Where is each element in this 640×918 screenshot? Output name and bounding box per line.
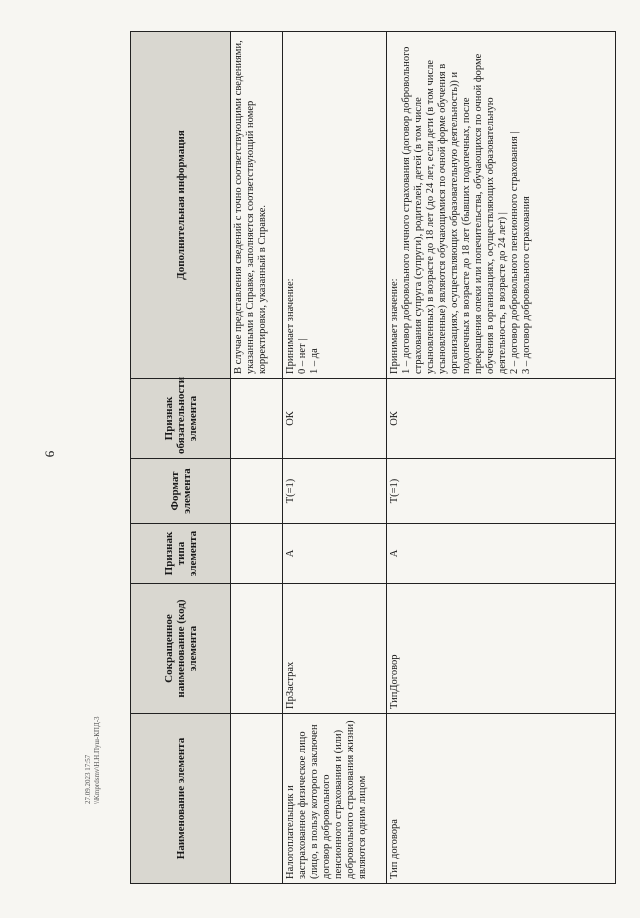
elements-table xyxy=(130,31,616,884)
header-element-name: Наименование элемента xyxy=(131,714,231,884)
footer-timestamp: 27.09.2023 17:57 xyxy=(84,754,92,804)
header-element-format: Формат элемента xyxy=(131,459,231,524)
rotated-page xyxy=(130,32,616,884)
table-header-row xyxy=(131,32,231,884)
cell-type: А xyxy=(283,524,387,584)
table-row xyxy=(283,32,387,884)
cell-type xyxy=(231,524,283,584)
header-element-code: Сокращенное наименование (код) элемента xyxy=(131,584,231,714)
cell-format: T(=1) xyxy=(387,459,616,524)
cell-type: А xyxy=(387,524,616,584)
table-row xyxy=(387,32,616,884)
cell-code: ТипДоговор xyxy=(387,584,616,714)
print-footer xyxy=(84,716,102,804)
cell-name: Тип договора xyxy=(387,714,616,884)
header-element-type: Признак типа элемента xyxy=(131,524,231,584)
footer-path: \\Kmprdsmv\Н.Н.Пуш-КПД-3 xyxy=(93,716,101,804)
cell-name: Налогоплательщик и застрахованное физическое лицо (лицо, в пользу которого заключен договор добровольного пенсионного страхования и (или) добровольного страхования жизни) являются одним лицом xyxy=(283,714,387,884)
info-line: 1 – договор добровольного личного страхования (договор добровольного страхования супруга (супруги), родителей, детей (в том числе усыновленных) в возрасте до 18 лет (до 24 лет, если дети (в том числе усыновленные) являются обучающимися по очной форме обучения в организациях, осуществляющих образовательную деятельность)) и подопечных в возрасте до 18 лет (бывших подопечных, после прекращения опеки или попечительства, обучающихся по очной форме обучения в организациях, осуществляющих образовательную деятельность, в возрасте до 24 лет) | xyxy=(401,46,508,374)
cell-format xyxy=(231,459,283,524)
table-row xyxy=(231,32,283,884)
cell-info xyxy=(387,32,616,379)
info-line: 3 – договор добровольного страхования xyxy=(521,196,532,374)
info-line: 2 – договор добровольного пенсионного страхования | xyxy=(509,131,520,374)
cell-code: ПрЗастрах xyxy=(283,584,387,714)
cell-code xyxy=(231,584,283,714)
page-number: 9 xyxy=(42,450,58,458)
cell-required xyxy=(231,379,283,459)
cell-format: T(=1) xyxy=(283,459,387,524)
header-additional-info: Дополнительная информация xyxy=(131,32,231,379)
cell-info xyxy=(283,32,387,379)
info-line: Принимает значение: xyxy=(285,278,296,374)
cell-required: ОК xyxy=(387,379,616,459)
header-element-required: Признак обязательности элемента xyxy=(131,379,231,459)
info-line: Принимает значение: xyxy=(389,278,400,374)
info-line: 0 – нет | xyxy=(297,338,308,374)
cell-name xyxy=(231,714,283,884)
cell-required: ОК xyxy=(283,379,387,459)
cell-info: В случае представления сведений с точно соответствующими сведениями, указанными в Справке, заполняется соответствующий номер корректировки, указанный в Справке. xyxy=(231,32,283,379)
info-line: 1 – да xyxy=(309,348,320,374)
